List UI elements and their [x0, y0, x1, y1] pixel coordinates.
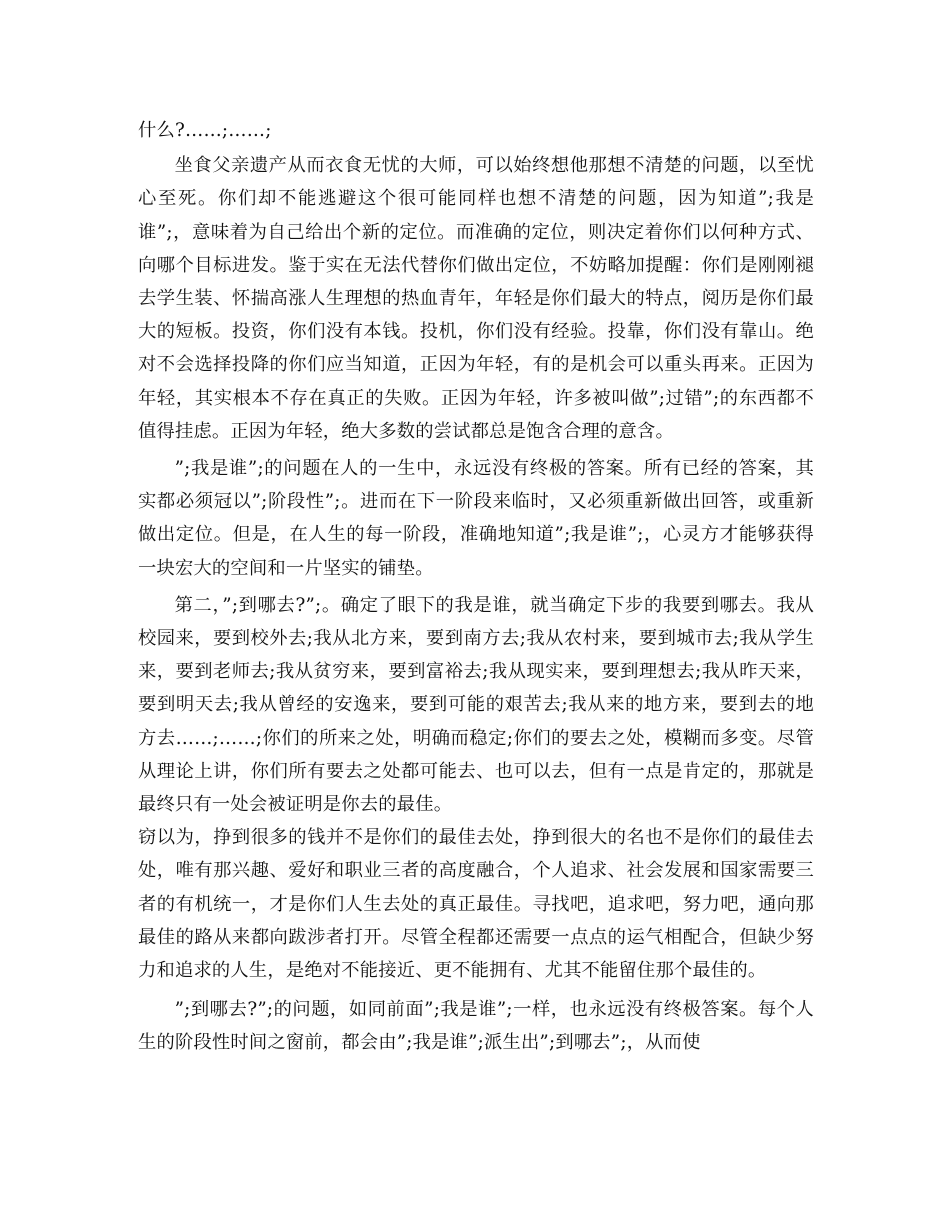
document-body — [138, 114, 814, 1060]
paragraph-1: 什么?……;……; — [138, 120, 272, 141]
paragraph-4: 第二，”;到哪去?”;。确定了眼下的我是谁，就当确定下步的我要到哪去。我从校园来，要到校外去;我从北方来，要到南方去;我从农村来，要到城市去;我从学生来，要到老师去;我从贫穷来，要到富裕去;我从现实来，要到理想去;我从昨天来，要到明天去;我从曾经的安逸来，要到可能的艰苦去;我从来的地方来，要到去的地方去……;……;你们的所来之处，明确而稳定;你们的要去之处，模糊而多变。尽管从理论上讲，你们所有要去之处都可能去、也可以去，但有一点是肯定的，那就是最终只有一处会被证明是你去的最佳。 — [138, 594, 814, 816]
paragraph-3: ”;我是谁”;的问题在人的一生中，永远没有终极的答案。所有已经的答案，其实都必须冠以”;阶段性”;。进而在下一阶段来临时，又必须重新做出回答，或重新做出定位。但是，在人生的每一阶段，准确地知道”;我是谁”;，心灵方才能够获得一块宏大的空间和一片坚实的铺垫。 — [138, 458, 814, 579]
paragraph-5: 窃以为，挣到很多的钱并不是你们的最佳去处，挣到很大的名也不是你们的最佳去处，唯有那兴趣、爱好和职业三者的高度融合，个人追求、社会发展和国家需要三者的有机统一，才是你们人生去处的真正最佳。寻找吧，追求吧，努力吧，通向那最佳的路从来都向跋涉者打开。尽管全程都还需要一点点的运气相配合，但缺少努力和追求的人生，是绝对不能接近、更不能拥有、尤其不能留住那个最佳的。 — [138, 827, 814, 982]
paragraph-2: 坐食父亲遗产从而衣食无忧的大师，可以始终想他那想不清楚的问题，以至忧心至死。你们却不能逃避这个很可能同样也想不清楚的问题，因为知道”;我是谁”;，意味着为自己给出个新的定位。而准确的定位，则决定着你们以何种方式、向哪个目标进发。鉴于实在无法代替你们做出定位，不妨略加提醒：你们是刚刚褪去学生装、怀揣高涨人生理想的热血青年，年轻是你们最大的特点，阅历是你们最大的短板。投资，你们没有本钱。投机，你们没有经验。投靠，你们没有靠山。绝对不会选择投降的你们应当知道，正因为年轻，有的是机会可以重头再来。正因为年轻，其实根本不存在真正的失败。正因为年轻，许多被叫做”;过错”;的东西都不值得挂虑。正因为年轻，绝大多数的尝试都总是饱含合理的意含。 — [138, 155, 814, 442]
paragraph-6: ”;到哪去?”;的问题，如同前面”;我是谁”;一样，也永远没有终极答案。每个人生的阶段性时间之窗前，都会由”;我是谁”;派生出”;到哪去”;，从而使 — [138, 999, 814, 1054]
